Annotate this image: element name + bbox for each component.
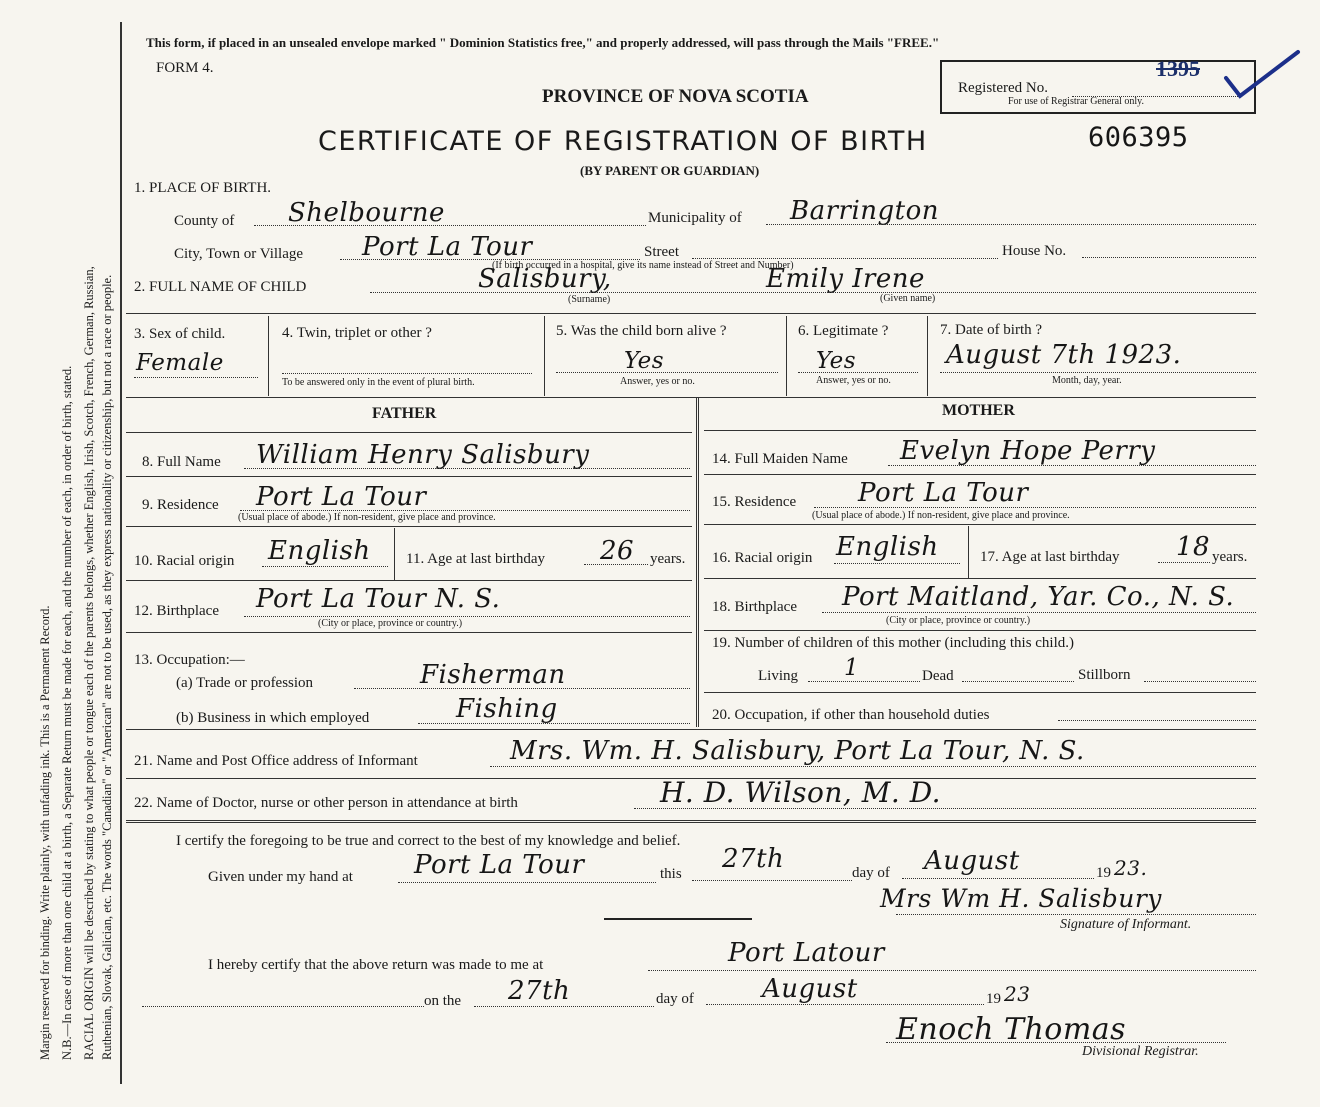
stillborn-line bbox=[1144, 681, 1256, 682]
born-alive-value: Yes bbox=[624, 348, 665, 374]
mother-heading: MOTHER bbox=[942, 402, 1015, 419]
mother-rule-4 bbox=[704, 578, 1256, 579]
this-label: this bbox=[660, 866, 682, 882]
father-occupation-label: 13. Occupation:— bbox=[134, 652, 245, 668]
legitimate-value: Yes bbox=[816, 348, 857, 374]
certificate-number: 606395 bbox=[1088, 122, 1189, 153]
father-birthplace-label: 12. Birthplace bbox=[134, 603, 219, 619]
certify-statement: I certify the foregoing to be true and correct to the best of my knowledge and belief. bbox=[176, 833, 681, 849]
mother-residence-line bbox=[814, 507, 1256, 508]
mother-name-label: 14. Full Maiden Name bbox=[712, 451, 848, 467]
mother-birthplace-note: (City or place, province or country.) bbox=[886, 615, 1031, 626]
legitimate-note: Answer, yes or no. bbox=[816, 375, 891, 386]
mother-race-value: English bbox=[836, 532, 939, 562]
given-month-line bbox=[902, 878, 1094, 879]
street-line bbox=[692, 258, 998, 259]
doctor-line bbox=[634, 808, 1256, 809]
mother-birthplace-value: Port Maitland, Yar. Co., N. S. bbox=[842, 582, 1235, 612]
sex-value: Female bbox=[136, 350, 224, 376]
separator-rule bbox=[604, 918, 752, 920]
mother-birthplace-line bbox=[822, 612, 1256, 613]
surname-note: (Surname) bbox=[568, 294, 611, 305]
mother-age-years: years. bbox=[1212, 549, 1248, 565]
twin-line bbox=[282, 373, 532, 374]
living-label: Living bbox=[758, 668, 798, 684]
father-rule-3 bbox=[126, 526, 692, 527]
form-number: FORM 4. bbox=[156, 60, 214, 76]
mother-birthplace-label: 18. Birthplace bbox=[712, 599, 797, 615]
father-race-line bbox=[262, 566, 388, 567]
mother-rule-5 bbox=[704, 630, 1256, 631]
margin-note-binding: Margin reserved for binding. Write plainly, with unfading ink. This is a Permanent Record. bbox=[38, 605, 52, 1060]
father-heading: FATHER bbox=[372, 405, 437, 422]
given-name-note: (Given name) bbox=[880, 293, 936, 304]
given-day-line bbox=[692, 880, 852, 881]
legitimate-label: 6. Legitimate ? bbox=[798, 323, 889, 339]
date-of-birth-line bbox=[940, 372, 1256, 373]
dead-label: Dead bbox=[922, 668, 954, 684]
hospital-note: (If birth occurred in a hospital, give its name instead of Street and Number) bbox=[492, 260, 794, 271]
house-label: House No. bbox=[1002, 243, 1067, 259]
margin-note-nationality: Ruthenian, Slovak, Galician, etc. The words "Canadian" or "American" are not to be used, as they express nationality or citizenship, but not a race or people. bbox=[100, 274, 114, 1060]
house-line bbox=[1082, 257, 1256, 258]
twin-label: 4. Twin, triplet or other ? bbox=[282, 325, 432, 341]
registrar-signature-line bbox=[886, 1042, 1226, 1043]
father-age-label: 11. Age at last birthday bbox=[406, 551, 545, 567]
county-line bbox=[254, 225, 646, 226]
mother-age-label: 17. Age at last birthday bbox=[980, 549, 1120, 565]
child-surname: Salisbury, bbox=[478, 264, 612, 294]
registrar-day-line bbox=[474, 1006, 654, 1007]
checkmark-icon bbox=[1222, 48, 1302, 103]
municipality-line bbox=[766, 224, 1256, 225]
father-race-age-divider bbox=[394, 528, 395, 580]
father-rule-1 bbox=[126, 432, 692, 433]
informant-signature-line bbox=[896, 914, 1256, 915]
doctor-value: H. D. Wilson, M. D. bbox=[660, 776, 942, 809]
informant-top-rule bbox=[126, 729, 1256, 730]
mother-residence-label: 15. Residence bbox=[712, 494, 797, 510]
father-rule-5 bbox=[126, 632, 692, 633]
father-birthplace-note: (City or place, province or country.) bbox=[318, 618, 463, 629]
parents-top-rule bbox=[126, 397, 1256, 398]
mother-residence-note: (Usual place of abode.) If non-resident, give place and province. bbox=[812, 510, 1070, 521]
born-alive-line bbox=[556, 372, 778, 373]
informant-line bbox=[490, 766, 1256, 767]
father-age-value: 26 bbox=[600, 536, 635, 566]
registrar-place-value: Port Latour bbox=[728, 938, 885, 968]
mother-rule-6 bbox=[704, 692, 1256, 693]
registrar-month-value: August bbox=[762, 974, 858, 1004]
twin-note: To be answered only in the event of plural birth. bbox=[282, 377, 475, 388]
margin-note-racial-origin: RACIAL ORIGIN will be described by stating to what people or tongue each of the parents belongs, whether English, Irish, Scotch, French, German, Russian, bbox=[82, 266, 96, 1060]
father-residence-value: Port La Tour bbox=[256, 482, 427, 512]
father-trade-label: (a) Trade or profession bbox=[176, 675, 314, 691]
father-trade-value: Fisherman bbox=[420, 660, 566, 690]
father-birthplace-line bbox=[244, 616, 690, 617]
father-residence-note: (Usual place of abode.) If non-resident, give place and province. bbox=[238, 512, 496, 523]
city-label: City, Town or Village bbox=[174, 246, 304, 262]
sex-label: 3. Sex of child. bbox=[134, 326, 226, 342]
mother-race-line bbox=[834, 563, 960, 564]
date-of-birth-note: Month, day, year. bbox=[1052, 375, 1122, 386]
child-name-label: 2. FULL NAME OF CHILD bbox=[134, 279, 307, 295]
given-month-value: August bbox=[924, 846, 1020, 876]
mother-rule-3 bbox=[704, 524, 1256, 525]
father-business-line bbox=[418, 723, 690, 724]
doctor-label: 22. Name of Doctor, nurse or other person in attendance at birth bbox=[134, 795, 518, 811]
father-name-label: 8. Full Name bbox=[142, 454, 221, 470]
father-business-label: (b) Business in which employed bbox=[176, 710, 370, 726]
mother-age-line bbox=[1158, 562, 1210, 563]
row3-divider-1 bbox=[268, 316, 269, 396]
row3-divider-4 bbox=[927, 316, 928, 396]
margin-note-multiple-births: N.B.—In case of more than one child at a birth, a Separate Return must be made for each, and the number of each, in order of birth, stated. bbox=[60, 365, 74, 1060]
on-the-label: on the bbox=[424, 993, 462, 1009]
mother-name-value: Evelyn Hope Perry bbox=[900, 436, 1156, 466]
given-day-value: 27th bbox=[722, 844, 785, 874]
mail-notice: This form, if placed in an unsealed envelope marked " Dominion Statistics free," and properly addressed, will pass through the Mails "FREE." bbox=[146, 35, 940, 50]
mother-rule-1 bbox=[704, 430, 1256, 431]
informant-signature: Mrs Wm H. Salisbury bbox=[880, 884, 1162, 913]
father-race-label: 10. Racial origin bbox=[134, 553, 235, 569]
mother-race-age-divider bbox=[968, 526, 969, 578]
certificate-subtitle: (BY PARENT OR GUARDIAN) bbox=[580, 163, 760, 178]
parents-divider bbox=[696, 397, 699, 727]
given-year-prefix: 19 bbox=[1096, 865, 1111, 881]
informant-label: 21. Name and Post Office address of Informant bbox=[134, 753, 418, 769]
mother-occupation-label: 20. Occupation, if other than household duties bbox=[712, 707, 990, 723]
row3-divider-2 bbox=[544, 316, 545, 396]
registrar-certify-label: I hereby certify that the above return was made to me at bbox=[208, 957, 544, 973]
municipality-value: Barrington bbox=[790, 196, 940, 226]
registrar-month-line bbox=[706, 1004, 984, 1005]
given-place-value: Port La Tour bbox=[414, 850, 585, 880]
given-place-line bbox=[398, 882, 656, 883]
mother-rule-2 bbox=[704, 474, 1256, 475]
legitimate-line bbox=[798, 372, 918, 373]
row3-divider-3 bbox=[786, 316, 787, 396]
place-of-birth-label: 1. PLACE OF BIRTH. bbox=[134, 180, 272, 196]
mother-children-label: 19. Number of children of this mother (including this child.) bbox=[712, 635, 1075, 651]
living-value: 1 bbox=[844, 655, 860, 681]
province-heading: PROVINCE OF NOVA SCOTIA bbox=[542, 86, 809, 107]
signature-of-informant-label: Signature of Informant. bbox=[1060, 917, 1192, 932]
date-of-birth-value: August 7th 1923. bbox=[946, 340, 1182, 370]
father-residence-label: 9. Residence bbox=[142, 497, 219, 513]
registered-number-value: 1395 bbox=[1156, 56, 1200, 81]
father-business-value: Fishing bbox=[456, 694, 558, 724]
father-age-line bbox=[584, 564, 648, 565]
registrar-leader-line bbox=[142, 1006, 424, 1007]
father-residence-line bbox=[240, 510, 690, 511]
father-race-value: English bbox=[268, 536, 371, 566]
street-label: Street bbox=[644, 244, 679, 260]
divisional-registrar-label: Divisional Registrar. bbox=[1082, 1044, 1199, 1059]
informant-value: Mrs. Wm. H. Salisbury, Port La Tour, N. S. bbox=[510, 736, 1085, 766]
county-label: County of bbox=[174, 213, 235, 229]
registrar-year-value: 23 bbox=[1004, 982, 1031, 1006]
stillborn-label: Stillborn bbox=[1078, 667, 1131, 683]
born-alive-label: 5. Was the child born alive ? bbox=[556, 323, 727, 339]
registrar-day-value: 27th bbox=[508, 976, 571, 1006]
row3-top-rule bbox=[126, 313, 1256, 314]
margin-border bbox=[120, 22, 122, 1084]
registrar-signature: Enoch Thomas bbox=[896, 1012, 1127, 1047]
born-alive-note: Answer, yes or no. bbox=[620, 376, 695, 387]
mother-age-value: 18 bbox=[1176, 532, 1211, 562]
mother-occupation-line bbox=[1058, 720, 1256, 721]
dead-line bbox=[962, 681, 1074, 682]
registrar-use-note: For use of Registrar General only. bbox=[1008, 96, 1144, 107]
father-age-years: years. bbox=[650, 551, 686, 567]
certification-top-rule bbox=[126, 820, 1256, 823]
father-name-line bbox=[244, 468, 690, 469]
registrar-year-prefix: 19 bbox=[986, 991, 1001, 1007]
father-rule-2 bbox=[126, 476, 692, 477]
child-given-name: Emily Irene bbox=[766, 264, 925, 294]
living-line bbox=[808, 681, 920, 682]
child-name-line bbox=[370, 292, 1256, 293]
municipality-label: Municipality of bbox=[648, 210, 742, 226]
given-year-value: 23. bbox=[1114, 856, 1148, 880]
registrar-place-line bbox=[648, 970, 1256, 971]
city-value: Port La Tour bbox=[362, 232, 533, 262]
father-rule-4 bbox=[126, 580, 692, 581]
certificate-title: CERTIFICATE OF REGISTRATION OF BIRTH bbox=[318, 126, 928, 157]
date-of-birth-label: 7. Date of birth ? bbox=[940, 322, 1043, 338]
father-trade-line bbox=[354, 688, 690, 689]
registered-number-label: Registered No. bbox=[958, 80, 1048, 96]
registrar-day-of-label: day of bbox=[656, 991, 694, 1007]
mother-name-line bbox=[888, 465, 1256, 466]
father-birthplace-value: Port La Tour N. S. bbox=[256, 584, 501, 614]
sex-line bbox=[134, 377, 258, 378]
county-value: Shelbourne bbox=[288, 198, 445, 228]
given-under-label: Given under my hand at bbox=[208, 869, 353, 885]
mother-race-label: 16. Racial origin bbox=[712, 550, 813, 566]
mother-residence-value: Port La Tour bbox=[858, 478, 1029, 508]
day-of-label: day of bbox=[852, 865, 890, 881]
father-name-value: William Henry Salisbury bbox=[256, 440, 590, 470]
